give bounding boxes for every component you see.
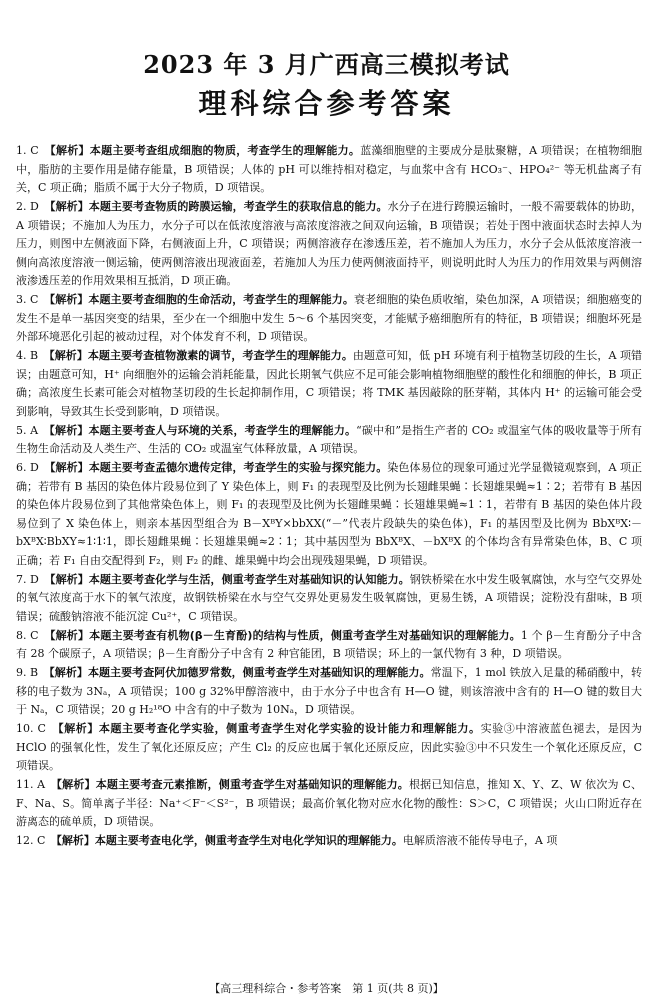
- answer-item: [16, 720, 642, 776]
- answer-item: [16, 776, 642, 832]
- answer-item: [16, 664, 642, 720]
- answer-item: [16, 291, 642, 347]
- analysis-text: 染色体易位的现象可通过光学显微镜观察到，A 项正确；若带有 B 基因的染色体片段易位到了 Y 染色体上，则 F₁ 的表现型及比例为长翅雌果蝇∶长翅雄果蝇≈1∶2；若带有 B 基因的染色体片段易位到了其他常染色体上，则 F₁ 的表现型及比例为长翅雌果蝇∶长翅雄果蝇≈1∶1，若带有 B 基因的染色体片段易位到了 X 染色体上，则亲本基因型组合为 B－XᴮY×bbXX(“－”代表片段缺失的染色体)，F₁ 的基因型及比例为 BbXᴮX∶－bXᴮX∶BbXY≈1∶1∶1，即长翅雌果蝇∶长翅雄果蝇≈2∶1；其中基因型为 BbXᴮX、－bXᴮX 的个体均含有异常染色体，B、C 项正确；若 F₁ 自由交配得到 F₂，则 F₂ 的雌、雄果蝇中均会出现残翅果蝇，D 项错误。: [16, 461, 643, 567]
- analysis-text: 蓝藻细胞壁的主要成分是肽聚糖，A 项错误；在植物细胞中，脂肪的主要作用是储存能量，B 项错误；人体的 pH 可以维持相对稳定，与血浆中含有 HCO₃⁻、HPO₄²⁻ 等无机盐离子有关，C 项正确；脂质不属于大分子物质，D 项错误。: [16, 144, 643, 194]
- analysis-heading: 【解析】本题主要考查组成细胞的物质，考查学生的理解能力。: [50, 144, 361, 157]
- exam-title: 2023 年 3 月广西高三模拟考试: [143, 50, 510, 79]
- answer-number: 9. B: [16, 666, 39, 679]
- analysis-text: 由题意可知，低 pH 环境有利于植物茎切段的生长，A 项错误；由题意可知，H⁺ 向细胞外的运输会消耗能量，因此长期氧气供应不足可能会影响植物细胞壁的酸性化和细胞的伸长，B 项正确；高浓度生长素可能会对植物茎切段的生长起抑制作用，C 项错误；将 TMK 基因敲除的胚芽鞘，其体内 H⁺ 的运输可能会受到影响，导致其生长受到影响，D 项错误。: [16, 349, 643, 418]
- analysis-heading: 【解析】本题主要考查阿伏加德罗常数，侧重考查学生对基础知识的理解能力。: [49, 666, 431, 679]
- answer-number: 3. C: [16, 293, 39, 306]
- analysis-text: 衰老细胞的染色质收缩，染色加深，A 项错误；细胞癌变的发生不是单一基因突变的结果，至少在一个细胞中发生 5～6 个基因突变，才能赋予癌细胞所有的特征，B 项错误；细胞坏死是外部环境恶化引起的被动过程，对个体发育不利，D 项错误。: [16, 293, 642, 343]
- analysis-heading: 【解析】本题主要考查元素推断，侧重考查学生对基础知识的理解能力。: [56, 778, 409, 791]
- analysis-heading: 【解析】本题主要考查人与环境的关系，考查学生的理解能力。: [49, 423, 357, 437]
- answer-item: [16, 347, 642, 421]
- analysis-text: 电解质溶液不能传导电子，A 项: [402, 834, 558, 847]
- analysis-heading: 【解析】本题主要考查化学与生活，侧重考查学生对基础知识的认知能力。: [50, 572, 410, 586]
- answer-number: 10. C: [16, 722, 46, 735]
- analysis-heading: 【解析】本题主要考查物质的跨膜运输，考查学生的获取信息的能力。: [50, 200, 388, 213]
- answer-number: 12. C: [16, 834, 46, 847]
- answer-list: [16, 142, 642, 851]
- answer-item: [16, 832, 642, 851]
- answer-number: 8. C: [16, 628, 39, 642]
- answer-item: [16, 627, 642, 664]
- answer-number: 11. A: [16, 778, 46, 791]
- analysis-heading: 【解析】本题主要考查植物激素的调节，考查学生的理解能力。: [49, 349, 353, 362]
- analysis-text: “碳中和”是指生产者的 CO₂ 或温室气体的吸收量等于所有生物生命活动及人类生产、生活的 CO₂ 或温室气体释放量，A 项错误。: [16, 423, 643, 455]
- analysis-heading: 【解析】本题主要考查细胞的生命活动，考查学生的理解能力。: [49, 293, 354, 306]
- answer-item: [16, 459, 642, 570]
- answer-item: [16, 142, 642, 198]
- answer-item: [16, 422, 642, 459]
- answer-key-title: 理科综合参考答案: [198, 87, 455, 120]
- analysis-heading: 【解析】本题主要考查孟德尔遗传定律，考查学生的实验与探究能力。: [50, 461, 388, 474]
- answer-number: 5. A: [16, 423, 39, 437]
- analysis-heading: 【解析】本题主要考查有机物(β－生育酚)的结构与性质，侧重考查学生对基础知识的理解能力。: [49, 628, 521, 642]
- analysis-heading: 【解析】本题主要考查化学实验，侧重考查学生对化学实验的设计能力和理解能力。: [58, 722, 481, 735]
- answer-item: [16, 198, 642, 291]
- answer-item: [16, 571, 642, 627]
- analysis-text: 实验③中溶液蓝色褪去，是因为 HClO 的强氧化性，发生了氧化还原反应；产生 Cl₂ 的反应也属于氧化还原反应，因此实验③中不只发生一个氧化还原反应，C 项错误。: [16, 722, 643, 772]
- analysis-text: 常温下，1 mol 铁放入足量的稀硝酸中，转移的电子数为 3Nₐ，A 项错误；100 g 32%甲醇溶液中，由于水分子中也含有 H—O 键，则该溶液中含有的 H—O 键的数目大于 Nₐ，C 项错误；20 g H₂¹⁸O 中含有的中子数为 10Nₐ，D 项错误。: [16, 666, 643, 716]
- analysis-text: 根据已知信息，推知 X、Y、Z、W 依次为 C、F、Na、S。简单离子半径：Na⁺＜F⁻＜S²⁻，B 项错误；最高价氧化物对应水化物的酸性：S＞C，C 项错误；火山口附近存在游离态的硫单质，D 项错误。: [16, 778, 643, 828]
- answer-number: 2. D: [16, 200, 39, 213]
- answer-number: 7. D: [16, 572, 39, 586]
- analysis-text: 钢铁桥梁在水中发生吸氧腐蚀，水与空气交界处的氧气浓度高于水下的氧气浓度，故钢铁桥梁在水与空气交界处更易发生吸氧腐蚀，更易生锈，A 项错误；淀粉没有甜味，B 项错误；硫酸钠溶液不能沉淀 Cu²⁺，C 项错误。: [16, 572, 643, 623]
- answer-number: 6. D: [16, 461, 39, 474]
- answer-number: 4. B: [16, 349, 39, 362]
- page-footer: 【高三理科综合・参考答案 第 1 页(共 8 页)】: [209, 982, 444, 995]
- analysis-text: 水分子在进行跨膜运输时，一般不需要载体的协助，A 项错误；不施加人为压力，水分子可以在低浓度溶液与高浓度溶液之间双向运输，B 项错误；若处于图中液面状态时去掉人为压力，则图中左侧液面下降，右侧液面上升，C 项错误；两侧溶液存在渗透压差，若不施加人为压力，水分子会从低浓度溶液一侧向高浓度溶液一侧运输，使两侧溶液出现液面差，若施加人为压力使两侧液面持平，则说明此时人为压力的作用效果与两侧溶液渗透压差的作用效果相互抵消，D 项正确。: [16, 200, 643, 287]
- analysis-text: 1 个 β－生育酚分子中含有 28 个碳原子，A 项错误；β－生育酚分子中含有 2 种官能团，B 项错误；环上的一氯代物有 3 种，D 项错误。: [16, 628, 642, 660]
- answer-number: 1. C: [16, 144, 39, 157]
- analysis-heading: 【解析】本题主要考查电化学，侧重考查学生对电化学知识的理解能力。: [56, 834, 403, 847]
